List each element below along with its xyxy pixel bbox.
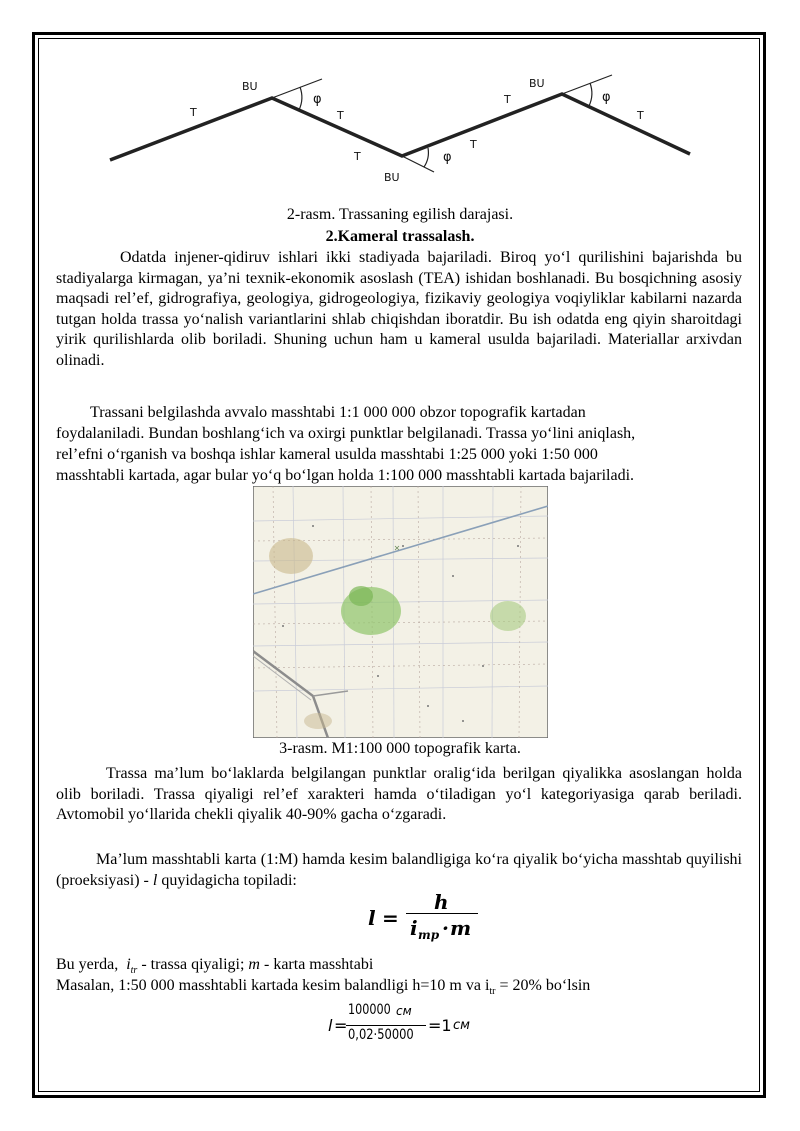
definitions-line [56,956,373,976]
label-t-2: T [337,109,344,122]
example-sub: tr [489,986,496,998]
label-phi-3: φ [602,90,611,105]
formula2-lhs: l [328,1016,333,1035]
topographic-map [253,486,548,738]
formula1-den-m: m [450,916,472,940]
angle-arc-2 [424,148,428,167]
paragraph-4-text: Ma’lum masshtabli karta (1:M) hamda kesim balandligiga ko‘ra qiyalik bo‘yicha masshtab quyilishi (proeksiyasi) - [56,851,742,889]
angle-arc-1 [299,87,302,110]
label-t-1: T [190,106,197,119]
variable-l: l [152,871,158,889]
section-title: 2.Kameral trassalash. [325,228,475,245]
label-t-3: T [354,150,361,163]
label-phi-2: φ [443,150,452,165]
figure2-caption: 2-rasm. Trassaning egilish darajasi. [286,206,514,223]
formula1-fraction-bar [406,913,478,914]
definitions-prefix: Bu yerda, [56,956,119,973]
variable-i-sub: tr [130,965,138,977]
paragraph-4 [56,850,742,891]
label-bu-2: BU [384,171,400,184]
paragraph-2-line: Trassani belgilashda avvalo masshtabi 1:1 000 000 obzor topografik kartadan [90,404,586,421]
formula1-eq: = [382,906,399,930]
formula2-num-unit: см [396,1004,412,1018]
paragraph-4-end: quyidagicha topiladi: [157,871,297,889]
figure3-caption: 3-rasm. M1:100 000 topografik karta. [279,740,521,757]
formula2-eq1: = [334,1016,348,1035]
formula1-den-sub: mp [418,928,440,942]
label-t-6: T [637,109,644,122]
label-t-4: T [470,138,477,151]
paragraph-2-line: masshtabli kartada, agar bular yo‘q bo‘lgan holda 1:100 000 masshtabli kartada bajariladi. [56,467,635,484]
variable-i: i [126,956,131,973]
paragraph-2 [56,402,756,486]
formula1-den-i: i [410,916,418,940]
example-line [56,977,590,997]
label-t-5: T [504,93,511,106]
formula2-eq2: =1 [428,1016,452,1035]
definitions-end: - karta masshtabi [259,956,374,973]
formula1-den-dot: · [442,916,449,940]
formula1-num: h [434,890,449,914]
paragraph-2-line: foydalaniladi. Bundan boshlang‘ich va oxirgi punktlar belgilanadi. Trassa yo‘lini aniqlash, [56,425,636,442]
formula-example-calc [328,1004,478,1052]
label-phi-1: φ [313,92,322,107]
formula2-num: 100000 [348,1002,391,1018]
extension-line-2 [402,156,434,172]
paragraph-2-line: rel’efni o‘rganish va boshqa ishlar kameral usulda masshtabi 1:25 000 yoki 1:50 000 [56,446,598,463]
formula2-den: 0,02·50000 [348,1027,414,1043]
formula2-unit: см [453,1018,470,1033]
definitions-mid: - trassa qiyaligi; [137,956,249,973]
label-bu-1: BU [242,80,258,93]
variable-m: m [248,956,260,973]
trace-bend-diagram [100,72,700,190]
formula-scale-projection [368,890,488,946]
example-text-a: Masalan, 1:50 000 masshtabli kartada kesim balandligi h=10 m va i [56,977,490,994]
formula1-lhs: l [368,906,376,930]
paragraph-3: Trassa ma’lum bo‘laklarda belgilangan punktlar oralig‘ida berilgan qiyalikka asoslangan holda olib boriladi. Trassa qiyaligi rel’ef xarakteri hamda o‘tiladigan yo‘l kategoriyasiga qarab beriladi. Avtomobil yo‘llarida chekli qiyalik 40-90% gacha o‘zgaradi. [56,765,742,823]
formula2-fraction-bar [346,1025,426,1026]
label-bu-3: BU [529,77,545,90]
example-text-b: = 20% bo‘lsin [495,977,591,994]
angle-arc-3 [589,83,592,106]
paragraph-1: Odatda injener-qidiruv ishlari ikki stadiyada bajariladi. Biroq yo‘l qurilishini bajarishda bu stadiyalarga kirmagan, ya’ni texnik-ekonomik asoslash (TEA) ishidan boshlanadi. Bu bosqichning asosiy maqsadi rel’ef, gidrografiya, geologiya, gidrogeologiya, fizikaviy geologiya voqiyliklar kabilarni nazarda tutgan holda trassa yo‘nalish variantlarini shlab chiqishdan iboratdir. Bu ish odatda eng qiyin sharoitdagi yirik qurilishlarda olib boriladi. Shuning uchun ham u kameral usulda bajariladi. Materiallar arxivdan olinadi. [56,249,742,369]
